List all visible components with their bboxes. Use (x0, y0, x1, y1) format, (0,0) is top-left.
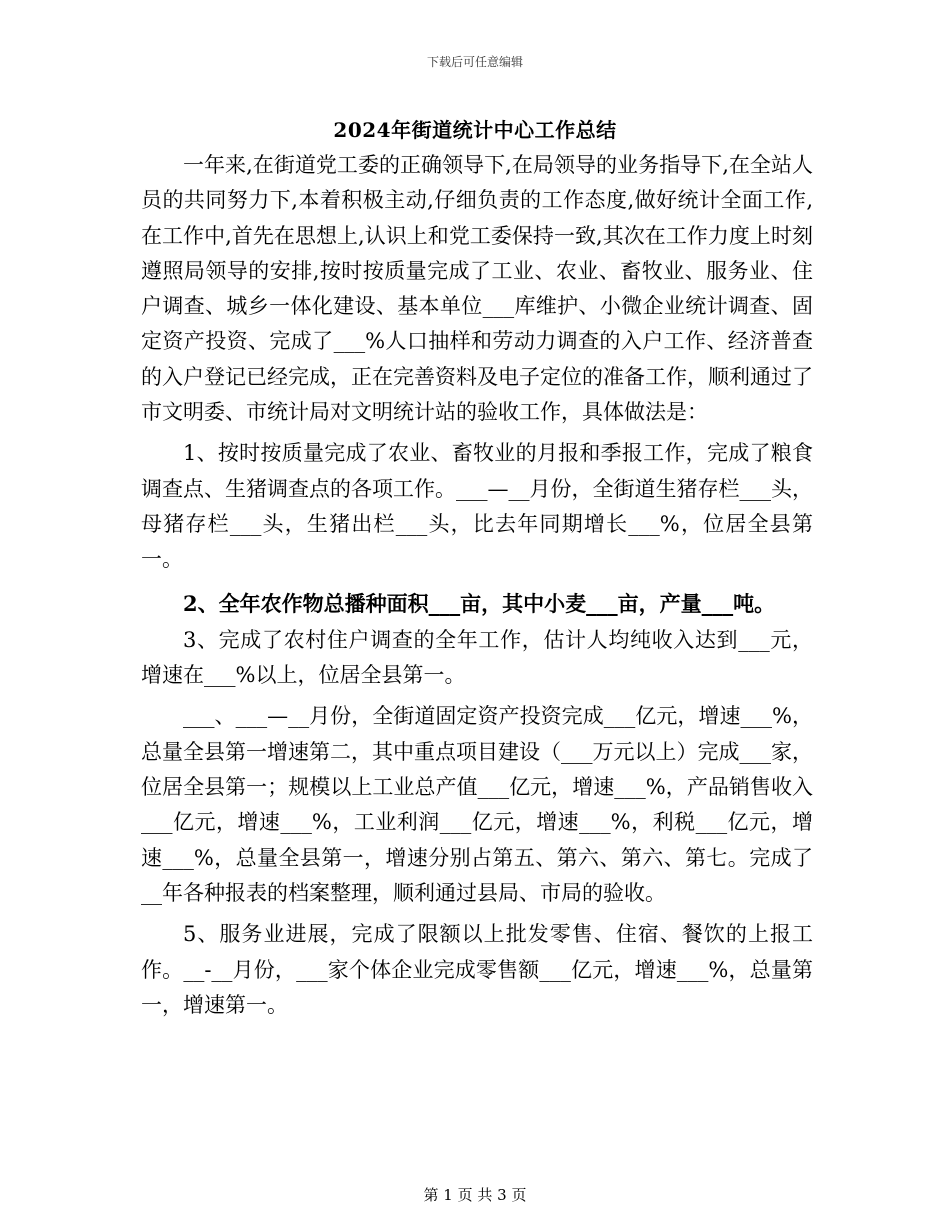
paragraph-item-4: ___、___—__月份，全街道固定资产投资完成___亿元，增速___%，总量全县第一增速第二，其中重点项目建设（___万元以上）完成___家，位居全县第一；规模以上工业总产值___亿元，增速___%，产品销售收入___亿元，增速___%，工业利润___亿元，增速___%，利税___亿元，增速___%，总量全县第一，增速分别占第五、第六、第六、第七。完成了__年各种报表的档案整理，顺利通过县局、市局的验收。 (141, 704, 813, 905)
paragraph-item-2: 2、全年农作物总播种面积___亩，其中小麦___亩，产量___吨。 (183, 590, 776, 616)
paragraph-item-5: 5、服务业进展，完成了限额以上批发零售、住宿、餐饮的上报工作。__-__月份，___家个体企业完成零售额___亿元，增速___%，总量第一，增速第一。 (141, 922, 813, 1017)
paragraph-item-1: 1、按时按质量完成了农业、畜牧业的月报和季报工作，完成了粮食调查点、生猪调查点的各项工作。___—__月份，全街道生猪存栏___头，母猪存栏___头，生猪出栏___头，比去年同期增长___%，位居全县第一。 (141, 441, 813, 572)
document-title: 2024年街道统计中心工作总结 (333, 118, 617, 142)
paragraph-intro: 一年来,在街道党工委的正确领导下,在局领导的业务指导下,在全站人员的共同努力下,本着积极主动,仔细负责的工作态度,做好统计全面工作,在工作中,首先在思想上,认识上和党工委保持一致,其次在工作力度上时刻遵照局领导的安排,按时按质量完成了工业、农业、畜牧业、服务业、住户调查、城乡一体化建设、基本单位___库维护、小微企业统计调查、固定资产投资、完成了___%人口抽样和劳动力调查的入户工作、经济普查的入户登记已经完成，正在完善资料及电子定位的准备工作，顺利通过了市文明委、市统计局对文明统计站的验收工作，具体做法是： (141, 153, 813, 425)
page-number: 第 1 页 共 3 页 (423, 1186, 527, 1204)
header-note: 下载后可任意编辑 (426, 55, 523, 69)
paragraph-item-3: 3、完成了农村住户调查的全年工作，估计人均纯收入达到___元，增速在___%以上，位居全县第一。 (141, 627, 813, 688)
document-body (141, 148, 813, 1023)
